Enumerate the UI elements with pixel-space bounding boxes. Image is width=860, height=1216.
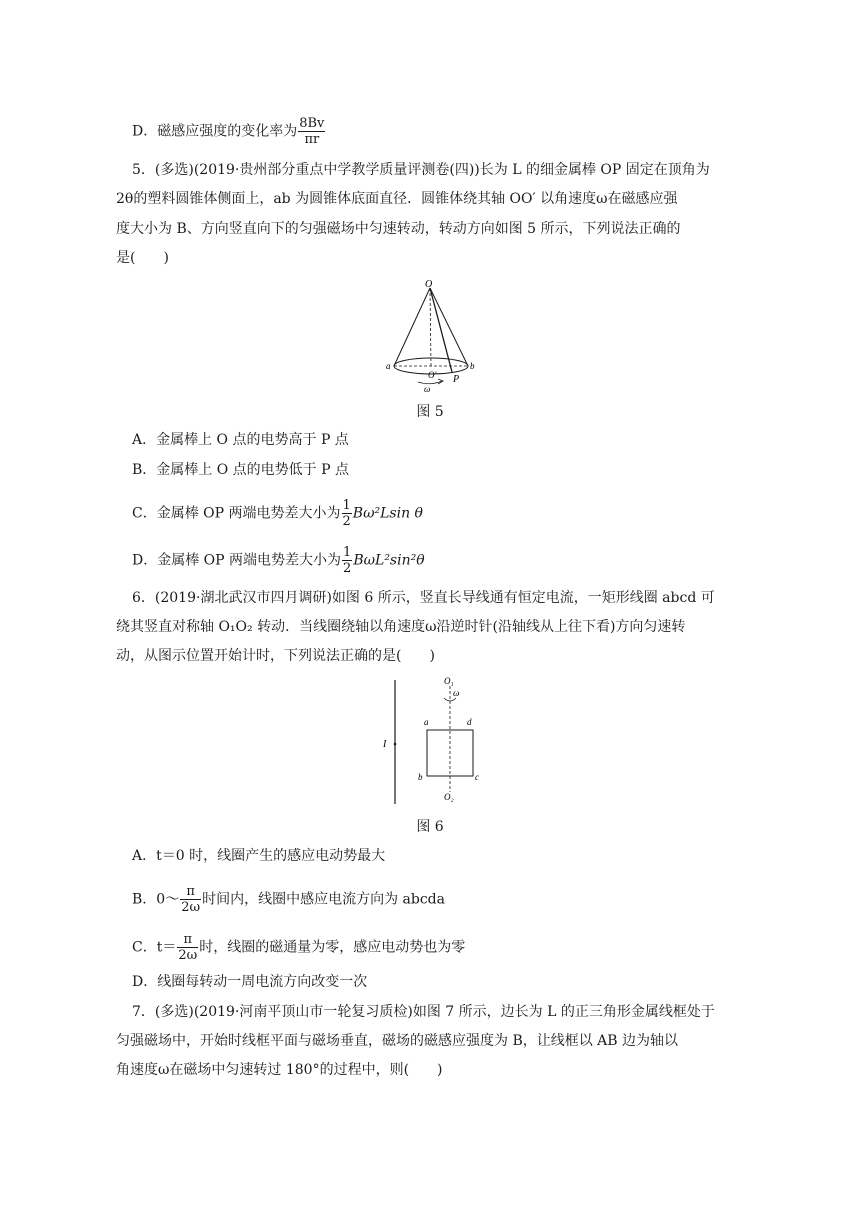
q4-option-d-fraction — [298, 116, 325, 147]
label-a: a — [424, 717, 429, 727]
cone-axis — [430, 288, 431, 366]
label-i: I — [383, 739, 387, 750]
fraction-denominator: πr — [304, 132, 320, 147]
pi-over-2omega-fraction — [177, 932, 198, 963]
figure-5-caption: 图 5 — [416, 404, 444, 420]
q4-option-d-prefix: D．磁感应强度的变化率为 — [132, 123, 298, 140]
q5-option-c-prefix: C．金属棒 OP 两端电势差大小为 — [132, 505, 341, 522]
q5-option-d-prefix: D．金属棒 OP 两端电势差大小为 — [132, 552, 342, 569]
figure-6-coil — [376, 672, 488, 808]
label-o-prime: O′ — [428, 370, 437, 380]
fraction-numerator: π — [180, 884, 201, 900]
fraction-numerator: 8Bv — [299, 116, 325, 131]
cone-right-edge — [430, 288, 468, 366]
label-o1: O₁ — [444, 676, 454, 686]
label-o: O — [425, 280, 433, 290]
q4-option-d — [132, 116, 326, 147]
q6-option-d: D．线圈每转动一周电流方向改变一次 — [132, 974, 368, 990]
figure-6-caption: 图 6 — [416, 819, 444, 835]
figure-5-cone — [372, 280, 492, 392]
q7-stem-line-2: 匀强磁场中，开始时线框平面与磁场垂直，磁场的磁感应强度为 B，让线框以 AB 边为轴以 — [116, 1033, 679, 1049]
label-omega: ω — [453, 688, 460, 698]
q5-option-a: A．金属棒上 O 点的电势高于 P 点 — [132, 432, 349, 448]
pi-over-2omega-fraction — [180, 884, 201, 915]
q7-stem-line-3: 角速度ω在磁场中匀速转过 180°的过程中，则( ) — [116, 1062, 443, 1078]
q5-stem-line-1: 5．(多选)(2019·贵州部分重点中学教学质量评测卷(四))长为 L 的细金属棒 OP 固定在顶角为 — [132, 162, 710, 178]
fraction-denominator: 2 — [342, 514, 351, 529]
q6-option-a: A．t＝0 时，线圈产生的感应电动势最大 — [132, 848, 386, 864]
q6-option-b-prefix: B．0～ — [132, 891, 180, 908]
cone-left-edge — [394, 288, 430, 366]
q5-option-b: B．金属棒上 O 点的电势低于 P 点 — [132, 462, 349, 478]
q6-option-b — [132, 884, 445, 915]
label-b: b — [470, 361, 475, 371]
label-p: P — [453, 374, 460, 385]
label-omega: ω — [424, 384, 431, 392]
fraction-numerator: π — [177, 932, 198, 948]
q5-stem-line-4: 是( ) — [116, 250, 169, 266]
fraction-numerator: 1 — [342, 498, 351, 513]
label-b: b — [418, 772, 423, 782]
q5-option-d-expression: BωL²sin²θ — [353, 552, 425, 569]
half-fraction — [342, 498, 352, 529]
q6-stem-line-3: 动，从图示位置开始计时，下列说法正确的是( ) — [116, 648, 435, 664]
q6-stem-line-1: 6．(2019·湖北武汉市四月调研)如图 6 所示，竖直长导线通有恒定电流，一矩形线圈 abcd 可 — [132, 590, 715, 606]
rod-op — [430, 288, 452, 372]
q5-option-c — [132, 498, 423, 529]
q6-option-b-suffix: 时间内，线圈中感应电流方向为 abcda — [202, 891, 445, 908]
q5-option-d — [132, 545, 425, 576]
label-o2: O₂ — [444, 792, 454, 802]
fraction-denominator: 2ω — [181, 900, 201, 915]
q6-option-c-prefix: C．t＝ — [132, 939, 177, 956]
q5-stem-line-2: 2θ的塑料圆锥体侧面上，ab 为圆锥体底面直径．圆锥体绕其轴 OO′ 以角速度ω在磁感应强 — [116, 191, 678, 207]
current-dot — [394, 743, 397, 746]
q6-option-c — [132, 932, 465, 963]
q5-stem-line-3: 度大小为 B、方向竖直向下的匀强磁场中匀速转动，转动方向如图 5 所示，下列说法正确的 — [116, 221, 681, 237]
q5-option-c-expression: Bω²Lsin θ — [352, 505, 423, 522]
label-a: a — [386, 361, 391, 371]
label-c: c — [475, 772, 479, 782]
fraction-denominator: 2 — [343, 561, 352, 576]
half-fraction — [342, 545, 352, 576]
fraction-numerator: 1 — [343, 545, 352, 560]
q7-stem-line-1: 7．(多选)(2019·河南平顶山市一轮复习质检)如图 7 所示，边长为 L 的正三角形金属线框处于 — [132, 1004, 715, 1020]
q6-stem-line-2: 绕其竖直对称轴 O₁O₂ 转动．当线圈绕轴以角速度ω沿逆时针(沿轴线从上往下看)方向匀速转 — [116, 619, 686, 635]
q6-option-c-suffix: 时，线圈的磁通量为零，感应电动势也为零 — [199, 939, 466, 956]
label-d: d — [467, 717, 472, 727]
fraction-denominator: 2ω — [178, 948, 198, 963]
